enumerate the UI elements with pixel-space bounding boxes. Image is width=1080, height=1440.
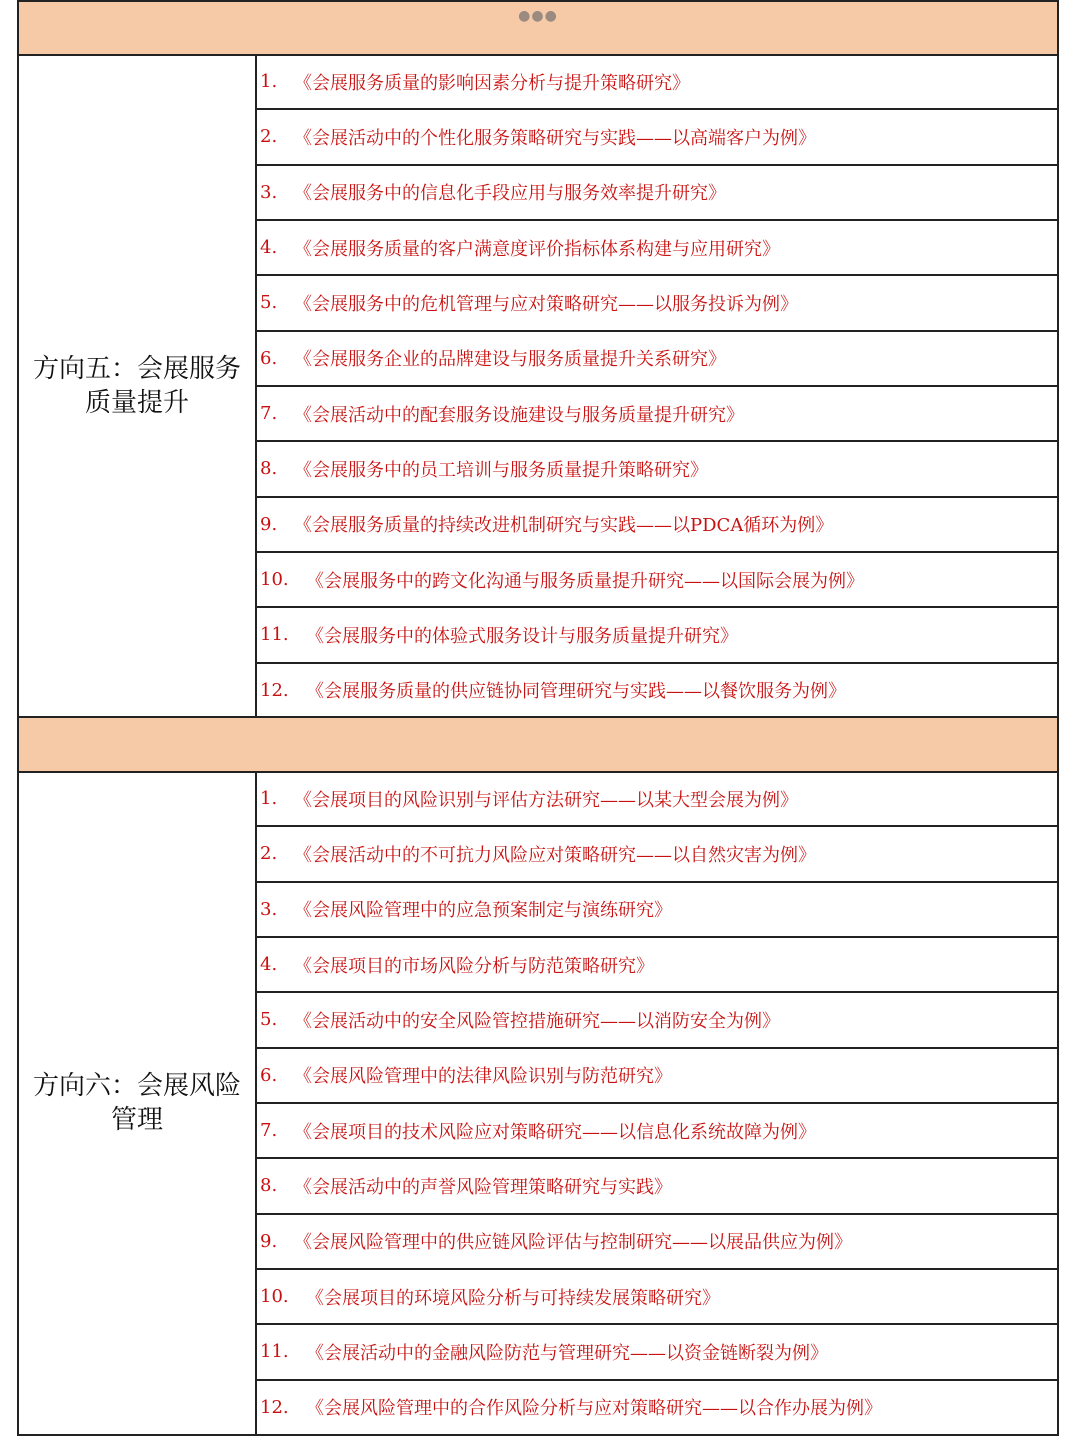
topic-number: 3. (260, 898, 278, 920)
topic-title: 《会展服务质量的持续改进机制研究与实践——以PDCA循环为例》 (294, 515, 834, 537)
topic-number: 4. (260, 237, 278, 259)
topic-title: 《会展服务质量的供应链协同管理研究与实践——以餐饮服务为例》 (306, 681, 846, 703)
topic-title: 《会展服务质量的客户满意度评价指标体系构建与应用研究》 (294, 238, 780, 260)
topic-row (255, 166, 1057, 221)
topic-number: 8. (260, 458, 278, 480)
topic-number: 11. (260, 1341, 289, 1363)
topic-title: 《会展风险管理中的应急预案制定与演练研究》 (294, 900, 672, 922)
topic-number: 11. (260, 624, 289, 646)
topic-row (255, 442, 1057, 497)
topic-title: 《会展服务中的员工培训与服务质量提升策略研究》 (294, 459, 708, 481)
separator-band (17, 716, 1059, 773)
topic-number: 6. (260, 1064, 278, 1086)
topic-row (255, 1104, 1057, 1159)
topic-number: 4. (260, 954, 278, 976)
topic-title: 《会展风险管理中的法律风险识别与防范研究》 (294, 1066, 672, 1088)
topic-title: 《会展活动中的声誉风险管理策略研究与实践》 (294, 1176, 672, 1198)
topic-number: 5. (260, 1009, 278, 1031)
topic-row (255, 55, 1057, 110)
topic-title: 《会展活动中的个性化服务策略研究与实践——以高端客户为例》 (294, 127, 816, 149)
section-direction-6 (17, 772, 1059, 1436)
topic-number: 1. (260, 71, 278, 93)
topic-row (255, 1325, 1057, 1380)
topic-row (255, 772, 1057, 827)
topic-number: 7. (260, 1120, 278, 1142)
topic-row (255, 1381, 1057, 1434)
ellipsis-icon[interactable]: ●●● (518, 8, 558, 24)
topic-number: 9. (260, 513, 278, 535)
topic-number: 12. (260, 679, 289, 701)
topic-title: 《会展服务企业的品牌建设与服务质量提升关系研究》 (294, 349, 726, 371)
topic-row (255, 387, 1057, 442)
topic-title: 《会展项目的环境风险分析与可持续发展策略研究》 (306, 1287, 720, 1309)
topic-row (255, 221, 1057, 276)
topic-row (255, 608, 1057, 663)
topic-row (255, 993, 1057, 1048)
topic-row (255, 1215, 1057, 1270)
topic-number: 10. (260, 569, 289, 591)
topic-title: 《会展活动中的金融风险防范与管理研究——以资金链断裂为例》 (306, 1342, 828, 1364)
topic-row (255, 1270, 1057, 1325)
topic-row (255, 553, 1057, 608)
header-band (17, 0, 1059, 56)
direction-label: 方向六：会展风险管理 (19, 772, 257, 1434)
topic-number: 10. (260, 1286, 289, 1308)
topic-row (255, 1159, 1057, 1214)
topic-title: 《会展项目的市场风险分析与防范策略研究》 (294, 955, 654, 977)
topic-title: 《会展服务中的体验式服务设计与服务质量提升研究》 (306, 625, 738, 647)
topic-number: 1. (260, 788, 278, 810)
topic-row (255, 498, 1057, 553)
topic-number: 3. (260, 181, 278, 203)
topic-row (255, 1049, 1057, 1104)
topic-row (255, 332, 1057, 387)
topic-number: 7. (260, 403, 278, 425)
topic-number: 12. (260, 1396, 289, 1418)
topic-title: 《会展服务质量的影响因素分析与提升策略研究》 (294, 72, 690, 94)
topic-list (255, 772, 1057, 1434)
topic-title: 《会展活动中的配套服务设施建设与服务质量提升研究》 (294, 404, 744, 426)
topic-row (255, 883, 1057, 938)
topic-number: 6. (260, 347, 278, 369)
topic-title: 《会展服务中的跨文化沟通与服务质量提升研究——以国际会展为例》 (306, 570, 864, 592)
topic-list (255, 55, 1057, 717)
topic-title: 《会展活动中的不可抗力风险应对策略研究——以自然灾害为例》 (294, 844, 816, 866)
topic-row (255, 276, 1057, 331)
topic-row (255, 938, 1057, 993)
topic-row (255, 827, 1057, 882)
topic-title: 《会展风险管理中的供应链风险评估与控制研究——以展品供应为例》 (294, 1232, 852, 1254)
topic-number: 9. (260, 1230, 278, 1252)
topic-title: 《会展活动中的安全风险管控措施研究——以消防安全为例》 (294, 1010, 780, 1032)
topic-row (255, 664, 1057, 717)
topic-row (255, 110, 1057, 165)
topic-title: 《会展服务中的危机管理与应对策略研究——以服务投诉为例》 (294, 293, 798, 315)
topic-title: 《会展风险管理中的合作风险分析与应对策略研究——以合作办展为例》 (306, 1398, 882, 1420)
topic-number: 2. (260, 126, 278, 148)
topic-title: 《会展项目的技术风险应对策略研究——以信息化系统故障为例》 (294, 1121, 816, 1143)
section-direction-5 (17, 55, 1059, 717)
topic-number: 5. (260, 292, 278, 314)
topic-number: 8. (260, 1175, 278, 1197)
topic-title: 《会展服务中的信息化手段应用与服务效率提升研究》 (294, 183, 726, 205)
direction-label: 方向五：会展服务质量提升 (19, 55, 257, 717)
topic-number: 2. (260, 843, 278, 865)
topic-title: 《会展项目的风险识别与评估方法研究——以某大型会展为例》 (294, 789, 798, 811)
